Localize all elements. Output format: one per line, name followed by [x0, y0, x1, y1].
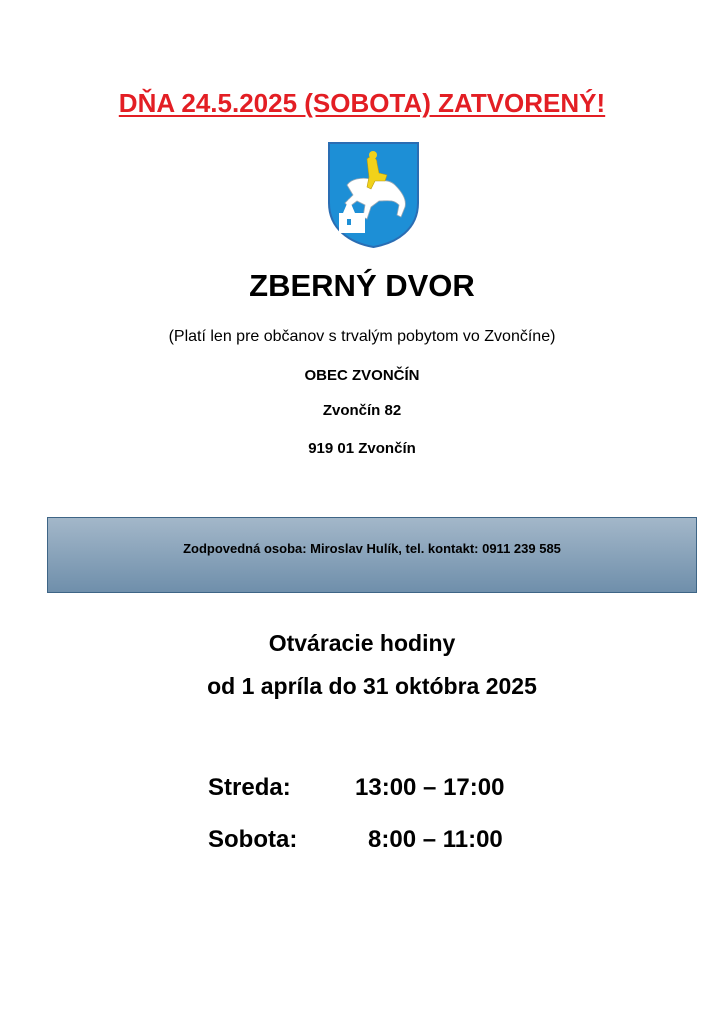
- closure-notice: DŇA 24.5.2025 (SOBOTA) ZATVORENÝ!: [118, 88, 606, 118]
- street-address: Zvončín 82: [322, 402, 402, 419]
- municipality-name: OBEC ZVONČÍN: [304, 367, 420, 384]
- opening-hours-range: od 1 apríla do 31 októbra 2025: [207, 673, 537, 699]
- postal-city: 919 01 Zvončín: [308, 440, 416, 457]
- schedule-time: 13:00 – 17:00: [355, 774, 505, 801]
- coat-of-arms-icon: [327, 141, 420, 249]
- schedule-time: 8:00 – 11:00: [368, 826, 503, 853]
- opening-hours-title: Otváracie hodiny: [268, 630, 456, 656]
- contact-box: [47, 517, 697, 593]
- eligibility-note: (Platí len pre občanov s trvalým pobytom vo Zvončíne): [168, 328, 556, 345]
- page-title: ZBERNÝ DVOR: [249, 268, 475, 303]
- schedule-day: Streda:: [208, 774, 291, 801]
- contact-text: Zodpovedná osoba: Miroslav Hulík, tel. kontakt: 0911 239 585: [183, 541, 561, 556]
- schedule-day: Sobota:: [208, 826, 298, 853]
